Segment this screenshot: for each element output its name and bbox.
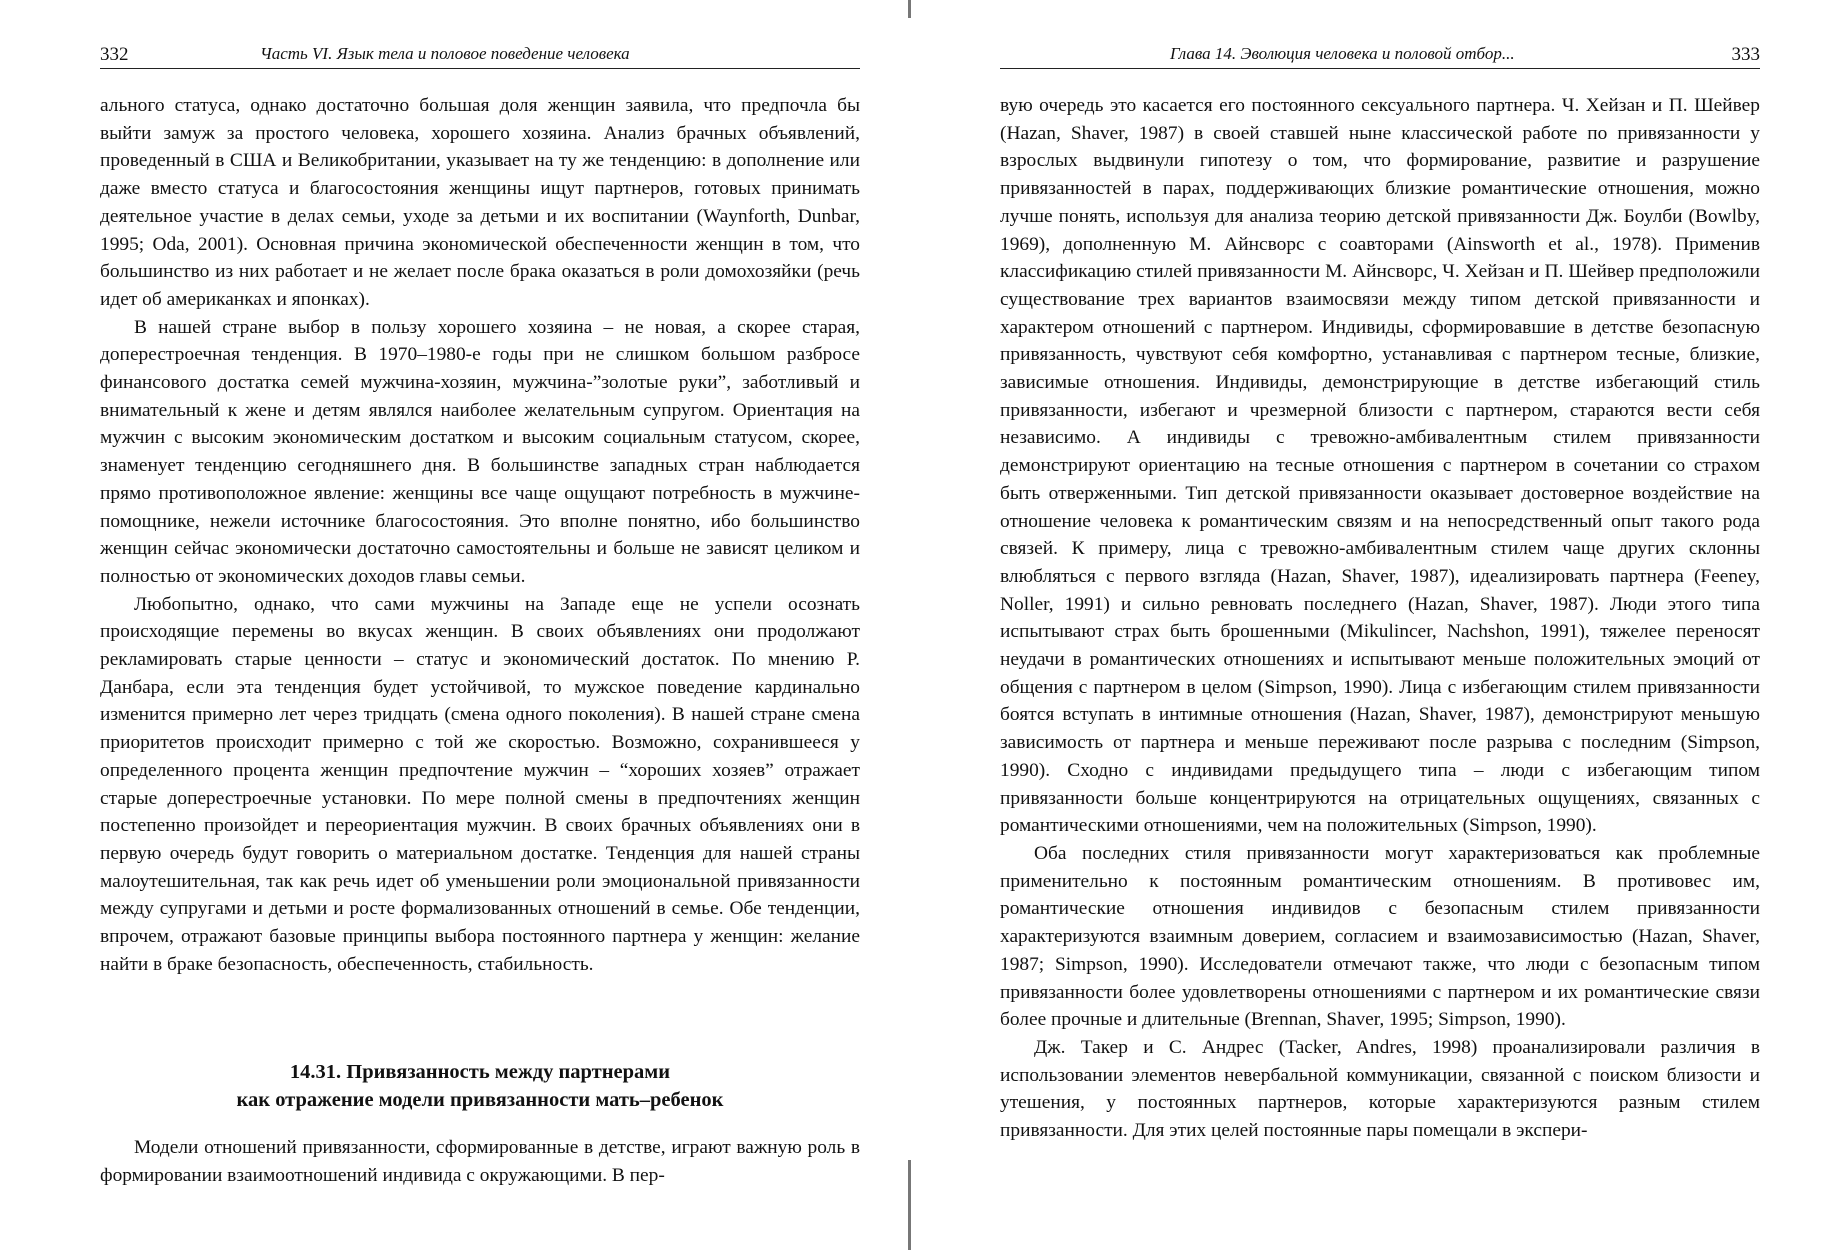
section-title-line: как отражение модели привязанности мать–ребенок	[236, 1089, 724, 1111]
running-head: Часть VI. Язык тела и половое поведение человека	[260, 44, 630, 63]
page-number: 333	[1731, 44, 1760, 65]
paragraph: вую очередь это касается его постоянного сексуального партнера. Ч. Хейзан и П. Шейвер (Hazan, Shaver, 1987) в своей ставшей ныне классической работе по привязанности у взрослых выдвинули гипотезу о том, что формирование, развитие и разрушение привязанностей в парах, поддерживающих близкие романтические отношения, можно лучше понять, используя для анализа теорию детской привязанности Дж. Боулби (Bowlby, 1969), дополненную М. Айнсворс с соавторами (Ainsworth et al., 1978). Применив классификацию стилей привязанности М. Айнсворс, Ч. Хейзан и П. Шейвер предположили существование трех вариантов взаимосвязи между типом детской привязанности и характером отношений с партнером. Индивиды, сформировавшие в детстве безопасную привязанность, чувствуют себя комфортно, устанавливая с партнером тесные, близкие, зависимые отношения. Индивиды, демонстрирующие в детстве избегающий стиль привязанности, избегают и чрезмерной близости с партнером, стараются вести себя независимо. А индивиды с тревожно-амбивалентным стилем привязанности демонстрируют ориентацию на тесные отношения с партнером в сочетании со страхом быть отверженными. Тип детской привязанности оказывает достоверное воздействие на отношение человека к романтическим связям и на непосредственный опыт такого рода связей. К примеру, лица с тревожно-амбивалентным стилем чаще других склонны влюбляться с первого взгляда (Hazan, Shaver, 1987), идеализировать партнера (Feeney, Noller, 1991) и сильно ревновать последнего (Hazan, Shaver, 1987). Люди этого типа испытывают страх быть брошенными (Mikulincer, Nachshon, 1991), тяжелее переносят неудачи в романтических отношениях и испытывают меньше положительных эмоций от общения с партнером в целом (Simpson, 1990). Лица с избегающим стилем привязанности боятся вступать в интимные отношения (Hazan, Shaver, 1987), демонстрируют меньшую зависимость от партнера и меньше переживают после разрыва с последним (Simpson, 1990). Сходно с индивидами предыдущего типа – люди с избегающим типом привязанности больше концентрируются на отрицательных ощущениях, связанных с романтическими отношениями, чем на положительных (Simpson, 1990).	[1000, 95, 1760, 837]
section-title-line: 14.31. Привязанность между партнерами	[289, 1061, 671, 1083]
running-head: Глава 14. Эволюция человека и половой отбор...	[1170, 44, 1515, 63]
paragraph: Оба последних стиля привязанности могут характеризоваться как проблемные применительно к постоянным романтическим отношениям. В противовес им, романтические отношения индивидов с безопасным стилем привязанности характеризуются взаимным доверием, согласием и взаимозависимостью (Hazan, Shaver, 1987; Simpson, 1990). Исследователи отмечают также, что люди с безопасным типом привязанности более удовлетворены отношениями с партнером и их романтические связи более прочные и длительные (Brennan, Shaver, 1995; Simpson, 1990).	[1000, 842, 1760, 1031]
book-spine	[906, 0, 916, 1250]
paragraph: Любопытно, однако, что сами мужчины на Западе еще не успели осознать происходящие перемены во вкусах женщин. В своих объявлениях они продолжают рекламировать старые ценности – статус и экономический достаток. По мнению Р. Данбара, если эта тенденция будет устойчивой, то мужское поведение кардинально изменится примерно лет через тридцать (смена одного поколения). В нашей стране смена приоритетов происходит примерно с той же скоростью. Возможно, сохранившееся у определенного процента женщин предпочтение мужчин – “хороших хозяев” отражает старые доперестроечные установки. По мере полной смены в предпочтениях женщин постепенно произойдет и переориентация мужчин. В своих брачных объявлениях они в первую очередь будут говорить о материальном достатке. Тенденция для нашей страны малоутешительная, так как речь идет об уменьшении роли эмоциональной привязанности между супругами и детьми и росте формализованных отношений в семье. Обе тенденции, впрочем, отражают базовые принципы выбора постоянного партнера у женщин: желание найти в браке безопасность, обеспеченность, стабильность.	[100, 593, 860, 975]
right-page-header	[1000, 42, 1760, 69]
right-page-body	[1000, 92, 1760, 1145]
paragraph: ального статуса, однако достаточно большая доля женщин заявила, что предпочла бы выйти замуж за простого человека, хорошего хозяина. Анализ брачных объявлений, проведенный в США и Великобритании, указывает на ту же тенденцию: в дополнение или даже вместо статуса и благосостояния женщины ищут партнеров, готовых принимать деятельное участие в делах семьи, уходе за детьми и их воспитании (Waynforth, Dunbar, 1995; Oda, 2001). Основная причина экономической обеспеченности женщин в том, что большинство из них работает и не желает после брака оказаться в роли домохозяйки (речь идет об американках и японках).	[100, 95, 860, 310]
left-page-body	[100, 92, 860, 979]
left-page-body-bottom	[100, 1134, 860, 1189]
paragraph: В нашей стране выбор в пользу хорошего хозяина – не новая, а скорее старая, доперестроечная тенденция. В 1970–1980-е годы при не слишком большом разбросе финансового достатка семей мужчина-хозяин, мужчина-”золотые руки”, заботливый и внимательный к жене и детям являлся наиболее желательным супругом. Ориентация на мужчин с высоким экономическим достатком и высоким социальным статусом, скорее, знаменует тенденцию сегодняшнего дня. В большинстве западных стран наблюдается прямо противоположное явление: женщины все чаще ощущают потребность в мужчине-помощнике, нежели источнике благосостояния. Это вполне понятно, ибо большинство женщин сейчас экономически достаточно самостоятельны и больше не зависят целиком и полностью от экономических доходов главы семьи.	[100, 316, 860, 587]
left-page-header	[100, 42, 860, 69]
paragraph: Дж. Такер и С. Андрес (Tacker, Andres, 1998) проанализировали различия в использовании элементов невербальной коммуникации, связанной с поиском близости и утешения, у постоянных партнеров, которые характеризуются разным стилем привязанности. Для этих целей постоянные пары помещали в экспери-	[1000, 1036, 1760, 1142]
paragraph: Модели отношений привязанности, сформированные в детстве, играют важную роль в формировании взаимоотношений индивида с окружающими. В пер-	[100, 1137, 860, 1186]
page-number: 332	[100, 44, 129, 65]
section-title	[100, 1058, 860, 1114]
